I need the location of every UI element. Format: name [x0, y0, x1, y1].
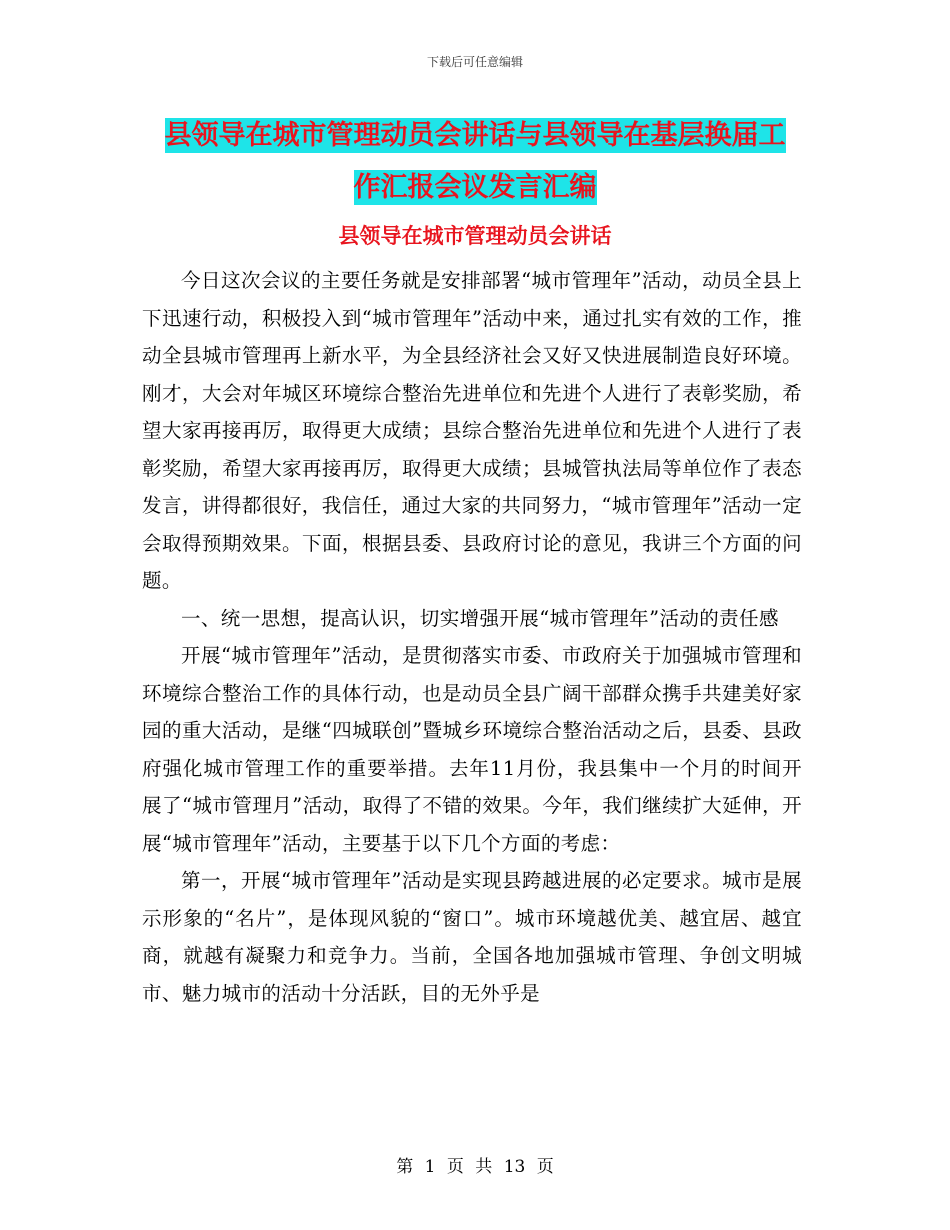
document-title-line-2: 作汇报会议发言汇编: [353, 172, 597, 203]
paragraph-background: 开展“城市管理年”活动，是贯彻落实市委、市政府关于加强城市管理和环境综合整治工作的具体行动，也是动员全县广阔干部群众携手共建美好家园的重大活动，是继“四城联创”暨城乡环境综合整治活动之后，县委、县政府强化城市管理工作的重要举措。去年11月份，我县集中一个月的时间开展了“城市管理月”活动，取得了不错的效果。今年，我们继续扩大延伸，开展“城市管理年”活动，主要基于以下几个方面的考虑：: [142, 644, 802, 855]
page-header-note: 下载后可任意编辑: [426, 55, 523, 69]
document-body: [142, 262, 802, 1012]
section-title: 县领导在城市管理动员会讲话: [338, 223, 612, 248]
paragraph-intro: 今日这次会议的主要任务就是安排部署“城市管理年”活动，动员全县上下迅速行动，积极投入到“城市管理年”活动中来，通过扎实有效的工作，推动全县城市管理再上新水平，为全县经济社会又好又快进展制造良好环境。刚才，大会对年城区环境综合整治先进单位和先进个人进行了表彰奖励，希望大家再接再厉，取得更大成绩；县综合整治先进单位和先进个人进行了表彰奖励，希望大家再接再厉，取得更大成绩；县城管执法局等单位作了表态发言，讲得都很好，我信任，通过大家的共同努力，“城市管理年”活动一定会取得预期效果。下面，根据县委、县政府讨论的意见，我讲三个方面的问题。: [142, 269, 802, 592]
document-title: [140, 110, 810, 214]
paragraph-point-one: 第一，开展“城市管理年”活动是实现县跨越进展的必定要求。城市是展示形象的“名片”，是体现风貌的“窗口”。城市环境越优美、越宜居、越宜商，就越有凝聚力和竞争力。当前，全国各地加强城市管理、争创文明城市、魅力城市的活动十分活跃，目的无外乎是: [142, 869, 802, 1005]
paragraph-heading-one: 一、统一思想，提高认识，切实增强开展“城市管理年”活动的责任感: [181, 606, 779, 630]
document-title-line-1: 县领导在城市管理动员会讲话与县领导在基层换届工: [164, 120, 786, 151]
page-number: 第 1 页 共 13 页: [396, 1157, 554, 1177]
